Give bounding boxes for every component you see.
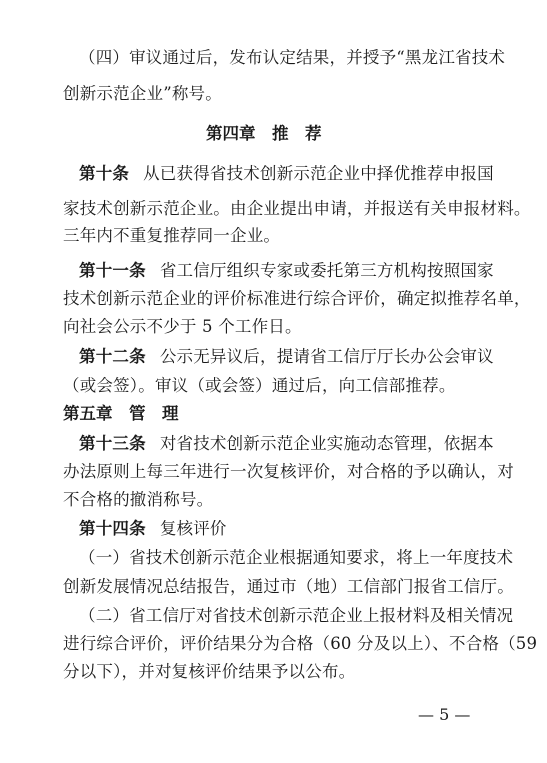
article-11-line-3: 向社会公示不少于 5 个工作日。 <box>63 317 302 336</box>
item-2-line-3: 分以下），并对复核评价结果予以公布。 <box>63 662 356 681</box>
article-13-label: 第十三条 <box>79 434 146 453</box>
article-11-text: 省工信厅组织专家或委托第三方机构按照国家 <box>159 261 494 280</box>
article-13-text: 对省技术创新示范企业实施动态管理，依据本 <box>159 434 494 453</box>
article-12-line-1 <box>79 346 494 368</box>
article-14-line-1 <box>79 518 227 540</box>
article-12-label: 第十二条 <box>79 347 146 366</box>
page-number: — 5 — <box>418 705 471 724</box>
article-11-line-1 <box>79 260 494 282</box>
chapter-5-title: 第五章 管 理 <box>63 404 179 423</box>
article-14-label: 第十四条 <box>79 519 146 538</box>
article-13-line-1 <box>79 433 494 455</box>
article-10-line-3: 三年内不重复推荐同一企业。 <box>63 226 281 245</box>
item-1-line-2: 创新发展情况总结报告，通过市（地）工信部门报省工信厅。 <box>63 577 514 596</box>
article-12-line-2: （或会签）。审议（或会签）通过后，向工信部推荐。 <box>63 376 456 395</box>
article-11-label: 第十一条 <box>79 261 146 280</box>
article-10-line-2: 家技术创新示范企业。由企业提出申请，并报送有关申报材料。 <box>63 199 531 218</box>
article-10-line-1 <box>79 163 494 185</box>
item-2-line-2: 进行综合评价，评价结果分为合格（60 分及以上）、不合格（59 <box>63 634 538 653</box>
chapter-4-title: 第四章 推 荐 <box>206 124 322 143</box>
article-12-text: 公示无异议后，提请省工信厅厅长办公会审议 <box>159 347 494 366</box>
article-11-line-2: 技术创新示范企业的评价标准进行综合评价，确定拟推荐名单， <box>63 289 531 308</box>
article-13-line-3: 不合格的撤消称号。 <box>63 490 214 509</box>
article-10-label: 第十条 <box>79 164 130 183</box>
article-10-text: 从已获得省技术创新示范企业中择优推荐申报国 <box>143 164 494 183</box>
item-1-line-1: （一）省技术创新示范企业根据通知要求，将上一年度技术 <box>79 548 514 567</box>
article-13-line-2: 办法原则上每三年进行一次复核评价，对合格的予以确认，对 <box>63 462 514 481</box>
item-4-line-2: 创新示范企业”称号。 <box>63 84 222 103</box>
item-2-line-1: （二）省工信厅对省技术创新示范企业上报材料及相关情况 <box>79 606 514 625</box>
article-14-text: 复核评价 <box>159 519 227 538</box>
item-4-line-1: （四）审议通过后，发布认定结果，并授予“黑龙江省技术 <box>79 48 506 67</box>
